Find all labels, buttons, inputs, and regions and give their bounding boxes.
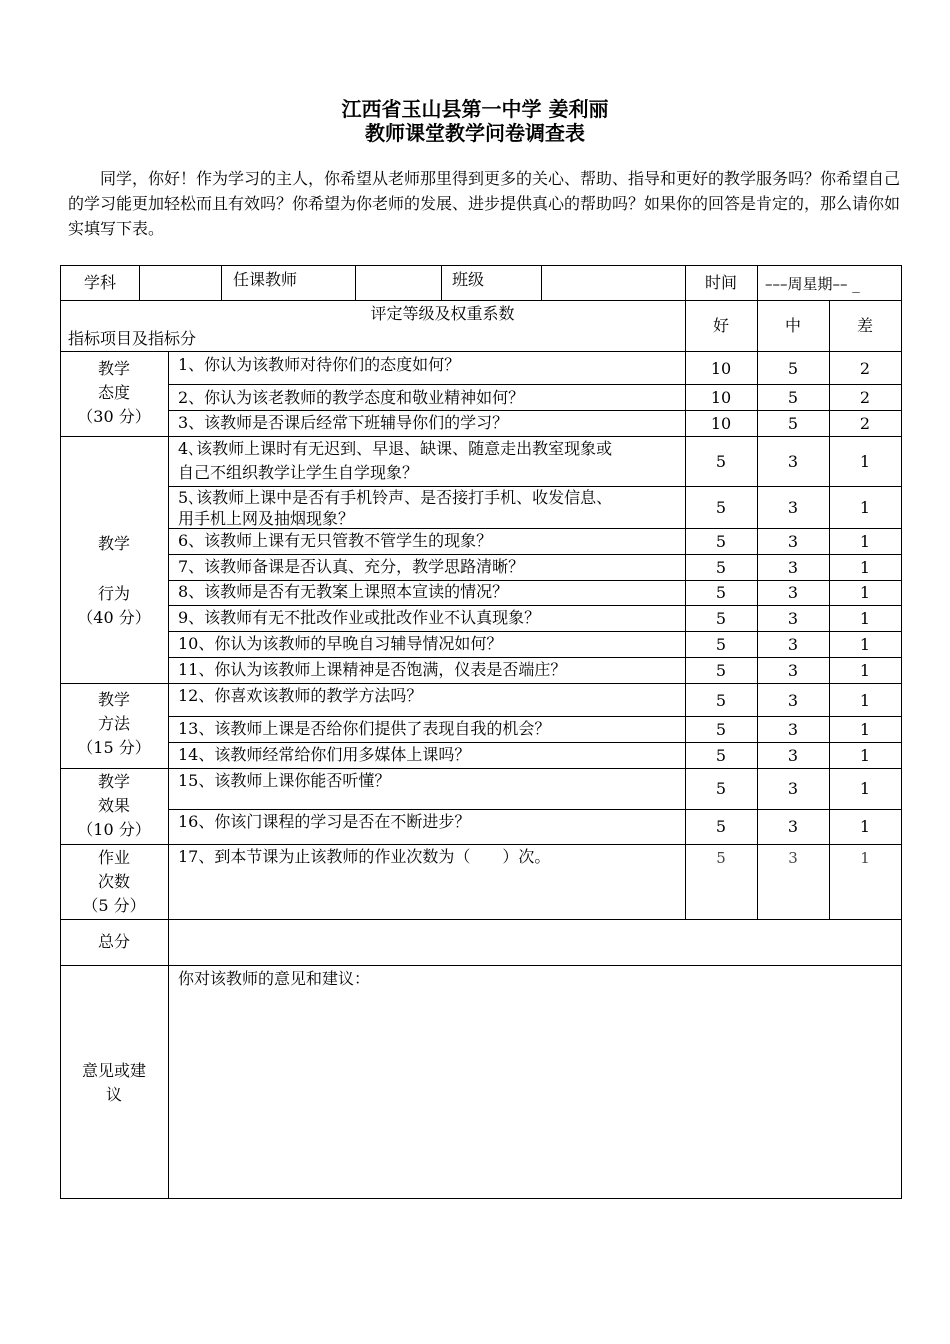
table-border-right [901, 265, 902, 1199]
score-poor: 1 [859, 452, 871, 471]
category-attitude: 教学 态度 （30 分） [77, 359, 151, 426]
score-good: 5 [715, 635, 727, 654]
teacher-value-field[interactable] [356, 266, 441, 300]
question-text: 10、你认为该教师的早晚自习辅导情况如何？ [178, 634, 503, 653]
score-medium: 3 [787, 720, 799, 739]
question-text: 12、你喜欢该教师的教学方法吗？ [178, 686, 423, 705]
score-medium: 3 [787, 452, 799, 471]
score-poor: 2 [859, 388, 871, 407]
question-text: 15、该教师上课你能否听懂？ [178, 771, 391, 790]
index-header: 指标项目及指标分 [68, 329, 197, 348]
question-text: 6、该教师上课有无只管教不管学生的现象？ [178, 531, 493, 550]
question-text: 3、该教师是否课后经常下班辅导你们的学习？ [178, 413, 509, 432]
score-medium: 3 [787, 779, 799, 798]
score-poor: 1 [859, 661, 871, 680]
suggestion-label: 意见或建 议 [81, 1061, 146, 1104]
question-text: 16、你该门课程的学习是否在不断进步？ [178, 812, 471, 831]
score-poor: 1 [859, 691, 871, 710]
table-rule [221, 265, 222, 300]
score-poor: 1 [859, 779, 871, 798]
score-poor: 1 [859, 558, 871, 577]
question-text: 7、该教师备课是否认真、充分，教学思路清晰？ [178, 557, 525, 576]
score-medium: 5 [787, 388, 799, 407]
score-poor: 1 [859, 532, 871, 551]
suggestion-input-area[interactable] [169, 995, 901, 1198]
score-medium: 3 [787, 558, 799, 577]
question-text: 2、你认为该老教师的教学态度和敬业精神如何？ [178, 388, 525, 407]
time-label: 时间 [704, 273, 737, 292]
category-behavior-bottom: 行为 （40 分） [77, 584, 151, 627]
total-value-field[interactable] [169, 920, 901, 965]
rating-header: 评定等级及权重系数 [370, 304, 515, 323]
intro-paragraph: 同学，你好！作为学习的主人，你希望从老师那里得到更多的关心、帮助、指导和更好的教学服务吗？你希望自己的学习能更加轻松而且有效吗？你希望为你老师的发展、进步提供真心的帮助吗？如果你的回答是肯定的，那么请你如实填写下表。 [68, 169, 901, 238]
table-rule [757, 265, 758, 300]
score-poor: 1 [859, 583, 871, 602]
class-label: 班级 [452, 270, 485, 289]
score-good: 5 [715, 583, 727, 602]
score-good: 5 [715, 691, 727, 710]
score-poor: 1 [859, 817, 871, 836]
score-poor: 1 [859, 635, 871, 654]
score-medium: 3 [787, 532, 799, 551]
category-behavior-top: 教学 [97, 534, 130, 553]
score-good: 10 [710, 414, 732, 433]
question-text: 1、你认为该教师对待你们的态度如何？ [178, 355, 461, 374]
score-medium: 3 [787, 609, 799, 628]
score-good: 5 [715, 720, 727, 739]
score-medium: 3 [787, 817, 799, 836]
score-good: 5 [715, 609, 727, 628]
table-rule [60, 965, 902, 966]
score-good: 5 [715, 558, 727, 577]
question-text: 4､该教师上课时有无迟到、早退、缺课、随意走出教室现象或 自己不组织教学让学生自学现象？ [178, 439, 613, 482]
title-line-1: 江西省玉山县第一中学 姜利丽 [341, 97, 609, 121]
subject-label: 学科 [83, 273, 116, 292]
score-medium: 5 [787, 359, 799, 378]
score-poor: 1 [859, 498, 871, 517]
time-value: –––周星期–– _ [765, 275, 860, 293]
score-medium: 3 [788, 849, 798, 867]
score-good: 5 [715, 817, 727, 836]
grade-poor-header: 差 [856, 316, 873, 335]
score-poor: 1 [859, 609, 871, 628]
question-text: 11、你认为该教师上课精神是否饱满，仪表是否端庄？ [178, 660, 567, 679]
category-effect: 教学 效果 （10 分） [77, 772, 151, 839]
grade-medium-header: 中 [784, 316, 801, 335]
score-medium: 3 [787, 583, 799, 602]
score-good: 5 [715, 498, 727, 517]
title-line-2: 教师课堂教学问卷调查表 [365, 121, 585, 145]
score-good: 5 [715, 452, 727, 471]
table-border-bottom [60, 1198, 902, 1199]
score-poor: 1 [859, 720, 871, 739]
question-text: 14、该教师经常给你们用多媒体上课吗？ [178, 745, 471, 764]
score-medium: 3 [787, 498, 799, 517]
score-good: 5 [716, 849, 726, 867]
category-homework: 作业 次数 （5 分） [82, 848, 146, 915]
score-good: 10 [710, 388, 732, 407]
score-medium: 5 [787, 414, 799, 433]
score-good: 5 [715, 779, 727, 798]
score-poor: 1 [859, 746, 871, 765]
suggestion-prompt: 你对该教师的意见和建议： [178, 969, 371, 988]
score-medium: 3 [787, 661, 799, 680]
table-rule [60, 351, 902, 352]
category-method: 教学 方法 （15 分） [77, 690, 151, 757]
score-medium: 3 [787, 635, 799, 654]
question-text: 13、该教师上课是否给你们提供了表现自我的机会？ [178, 719, 551, 738]
subject-value-field[interactable] [140, 266, 221, 300]
score-good: 10 [710, 359, 732, 378]
table-rule [60, 300, 902, 301]
teacher-label: 任课教师 [233, 270, 298, 289]
question-text: 8、该教师是否有无教案上课照本宣读的情况？ [178, 582, 509, 601]
score-poor: 2 [859, 414, 871, 433]
question-text: 5､该教师上课中是否有手机铃声、是否接打手机、收发信息、 用手机上网及抽烟现象？ [178, 488, 613, 528]
table-rule [168, 384, 902, 385]
score-medium: 3 [787, 746, 799, 765]
total-label: 总分 [97, 932, 130, 951]
question-text: 17、到本节课为止该教师的作业次数为（ ）次。 [178, 847, 551, 866]
score-poor: 1 [860, 849, 870, 867]
table-rule [441, 265, 442, 300]
score-good: 5 [715, 746, 727, 765]
question-text: 9、该教师有无不批改作业或批改作业不认真现象？ [178, 608, 541, 627]
score-medium: 3 [787, 691, 799, 710]
grade-good-header: 好 [712, 316, 729, 335]
score-poor: 2 [859, 359, 871, 378]
score-good: 5 [715, 532, 727, 551]
class-value-field[interactable] [542, 266, 685, 300]
score-good: 5 [715, 661, 727, 680]
